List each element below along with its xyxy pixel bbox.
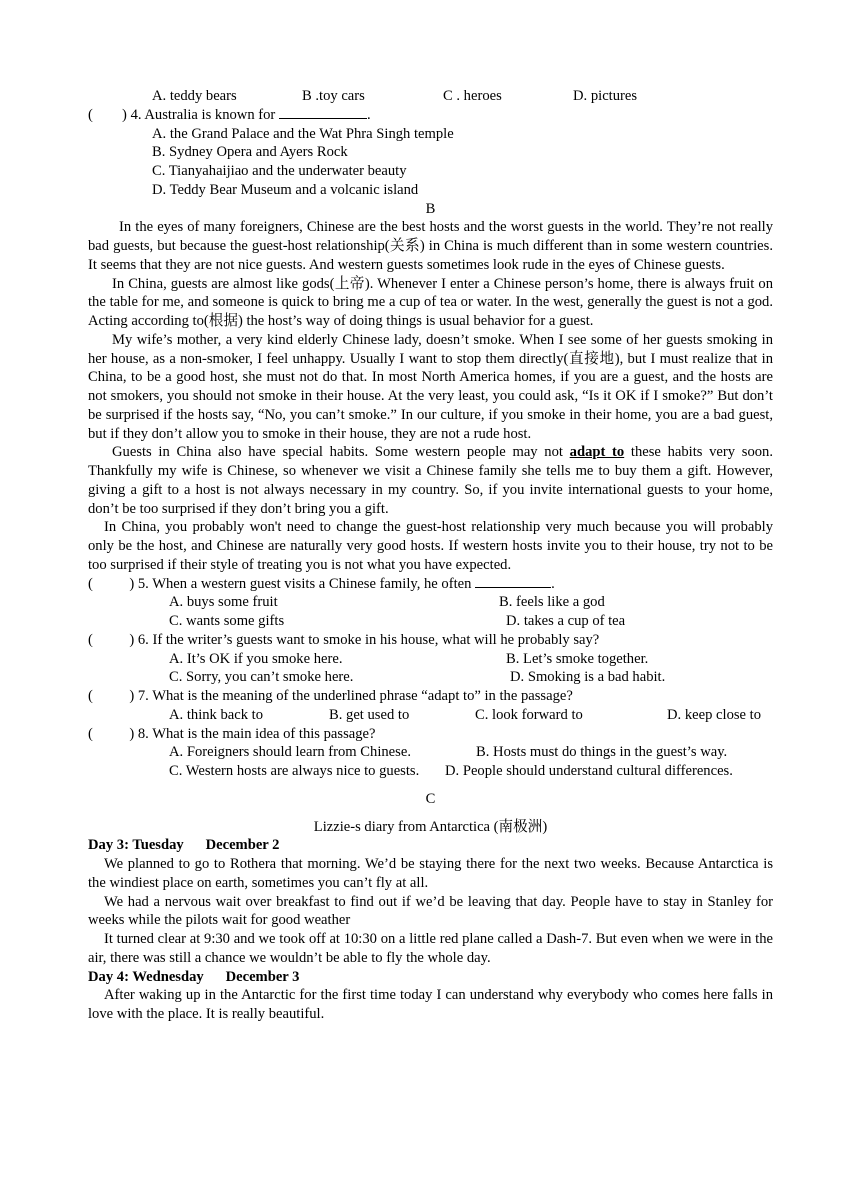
day4-paragraph-1: After waking up in the Antarctic for the first time today I can understand why everybody who comes here falls in love with the place. It is really beautiful.: [88, 987, 773, 1022]
q8-option-c: C. Western hosts are always nice to guests.: [169, 763, 420, 779]
question-text: 7. What is the meaning of the underlined phrase “adapt to” in the passage?: [137, 688, 573, 704]
exam-page: [88, 87, 773, 1024]
answer-paren[interactable]: ( ): [88, 688, 135, 704]
q7-option-a: A. think back to: [169, 706, 264, 723]
q8-stem: [88, 725, 773, 744]
q4-option-b: B. Sydney Opera and Ayers Rock: [152, 144, 348, 161]
answer-paren[interactable]: ( ): [88, 575, 135, 592]
q7-option-d: D. keep close to: [667, 706, 762, 723]
question-text: 8. What is the main idea of this passage?: [137, 725, 376, 742]
q6-option-c: C. Sorry, you can’t smoke here.: [169, 669, 354, 686]
q5-stem: [88, 575, 773, 594]
passage-b-paragraph-1: In the eyes of many foreigners, Chinese are the best hosts and the worst guests in the world. They’re not really bad guests, but because the guest-host relationship(关系) in China is much different than in some western countries. It seems that they are not nice guests. And western guests sometimes look rude in the eyes of Chinese guests.: [88, 219, 773, 273]
day3-paragraph-1: We planned to go to Rothera that morning. We’d be staying there for the next two weeks. Because Antarctica is the windiest place on earth, sometimes you can’t fly at all.: [88, 856, 773, 891]
question-text: 5. When a western guest visits a Chinese family, he often: [137, 575, 472, 592]
q6-option-d: D. Smoking is a bad habit.: [510, 669, 666, 686]
q6-stem: [88, 631, 773, 650]
q3-option-c: C . heroes: [443, 88, 502, 104]
q7-stem: [88, 687, 773, 706]
q8-option-a: A. Foreigners should learn from Chinese.: [169, 744, 411, 761]
q3-option-d: D. pictures: [573, 88, 638, 104]
day3-paragraph-2: We had a nervous wait over breakfast to find out if we’d be leaving that day. People have to stay in Stanley for weeks while the pilots wait for good weather: [88, 893, 773, 929]
answer-paren[interactable]: ( ): [88, 106, 127, 123]
question-text: 4. Australia is known for: [130, 106, 276, 123]
q5-option-a: A. buys some fruit: [169, 594, 278, 611]
answer-paren[interactable]: ( ): [88, 631, 135, 648]
q5-option-c: C. wants some gifts: [169, 613, 285, 629]
answer-paren[interactable]: ( ): [88, 725, 135, 742]
section-b-label: B: [425, 200, 436, 217]
passage-b-paragraph-4: [88, 443, 773, 518]
q5-option-b: B. feels like a god: [499, 594, 605, 611]
q4-option-d: D. Teddy Bear Museum and a volcanic island: [152, 181, 419, 198]
q3-options: [88, 87, 773, 106]
answer-blank[interactable]: [279, 106, 367, 119]
section-c-label: C: [425, 790, 436, 807]
q4-stem: [88, 106, 773, 125]
diary-title: Lizzie-s diary from Antarctica (南极洲): [313, 818, 548, 835]
day3-heading: Day 3: Tuesday December 2: [88, 837, 280, 854]
q8-option-d: D. People should understand cultural differences.: [445, 763, 733, 779]
paragraph-text: these habits very soon. Thankfully my wife is Chinese, so whenever we visit a Chinese family she tells me to buy them a gift. However, giving a gift to a host is not always necessary in my country. So, if you invite international guests to your home, don’t be too surprised if they don’t bring you a gift.: [88, 444, 773, 517]
passage-b-paragraph-3: My wife’s mother, a very kind elderly Chinese lady, doesn’t smoke. When I see some of her guests smoking in her house, as a non-smoker, I feel unhappy. Usually I want to stop them directly(直接地), but I must realize that in China, to be a good host, she must not do that. In most North America homes, if you are a guest, and the hosts are not smokers, you should not smoke in their house. At the very least, you could ask, “Is it OK if I smoke?” But don’t be surprised if the hosts say, “No, you can’t smoke.” In our culture, if you smoke in their home, you are a bad guest, but if they don’t allow you to smoke in their house, they are not a rude host.: [88, 331, 773, 442]
passage-b-paragraph-2: In China, guests are almost like gods(上帝). Whenever I enter a Chinese person’s home, there is always fruit on the table for me, and someone is quick to bring me a cup of tea or water. In the west, generally the guest is not a god. Acting according to(根据) the host’s way of doing things is usual behavior for a guest.: [88, 275, 773, 329]
question-end: .: [551, 575, 555, 592]
q6-option-a: A. It’s OK if you smoke here.: [169, 650, 343, 667]
answer-blank[interactable]: [475, 575, 551, 588]
day4-heading: Day 4: Wednesday December 3: [88, 968, 300, 985]
paragraph-text: Guests in China also have special habits. Some western people may not: [112, 444, 563, 461]
q3-option-a: A. teddy bears: [152, 88, 237, 104]
q8-option-b: B. Hosts must do things in the guest’s way.: [476, 744, 728, 761]
q7-option-b: B. get used to: [329, 706, 410, 723]
underlined-phrase: adapt to: [569, 444, 625, 461]
q4-option-c: C. Tianyahaijiao and the underwater beauty: [152, 163, 407, 179]
passage-b-paragraph-5: In China, you probably won't need to change the guest-host relationship very much because you will probably only be the host, and Chinese are naturally very good hosts. If western hosts invite you to their house, try not to be too surprised if their style of treating you is not what you have expected.: [88, 519, 773, 573]
day3-paragraph-3: It turned clear at 9:30 and we took off at 10:30 on a little red plane called a Dash-7. But even when we were in the air, there was still a chance we wouldn’t be able to fly the whole day.: [88, 931, 773, 966]
q6-option-b: B. Let’s smoke together.: [506, 650, 649, 667]
question-text: 6. If the writer’s guests want to smoke in his house, what will he probably say?: [137, 631, 600, 648]
q7-option-c: C. look forward to: [475, 706, 583, 723]
q4-option-a: A. the Grand Palace and the Wat Phra Singh temple: [152, 125, 454, 142]
question-end: .: [366, 106, 371, 123]
q3-option-b: B .toy cars: [302, 88, 365, 104]
q5-option-d: D. takes a cup of tea: [506, 613, 626, 629]
